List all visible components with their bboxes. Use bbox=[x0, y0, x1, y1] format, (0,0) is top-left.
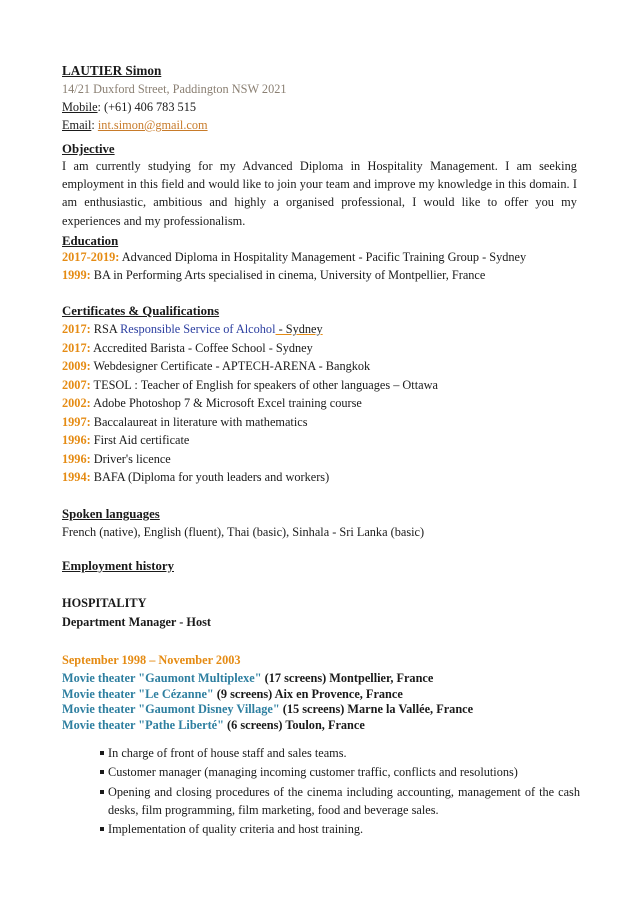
venue-details: (9 screens) Aix en Provence, France bbox=[213, 686, 403, 701]
certificate-text: Adobe Photoshop 7 & Microsoft Excel training course bbox=[90, 396, 362, 410]
venue-name: Movie theater "Gaumont Disney Village" bbox=[62, 702, 280, 716]
education-item bbox=[62, 266, 485, 284]
certificates-heading: Certificates & Qualifications bbox=[62, 304, 220, 318]
languages-heading: Spoken languages bbox=[62, 507, 160, 521]
responsibility-text: Implementation of quality criteria and host training. bbox=[108, 821, 364, 836]
responsibility-text: Opening and closing procedures of the cinema including accounting, management of the cash desks, film programming, film marketing, food and beverage sales. bbox=[108, 784, 580, 817]
certificate-rsa-link[interactable]: Responsible Service of Alcohol bbox=[120, 322, 276, 336]
certificate-item bbox=[62, 450, 171, 468]
certificate-prefix: RSA bbox=[90, 322, 121, 336]
education-text: Advanced Diploma in Hospitality Management - Pacific Training Group - Sydney bbox=[119, 250, 527, 264]
certificate-item bbox=[62, 394, 362, 412]
certificate-year: 1994: bbox=[62, 470, 91, 484]
certificate-year: 1997: bbox=[62, 414, 91, 429]
email-separator: : bbox=[91, 118, 98, 132]
job-period: September 1998 – November 2003 bbox=[62, 653, 241, 667]
venue-name: Movie theater "Gaumont Multiplexe" bbox=[62, 671, 262, 685]
mobile-line bbox=[62, 98, 196, 116]
venue-details: (15 screens) Marne la Vallée, France bbox=[279, 702, 474, 716]
certificate-year: 1996: bbox=[62, 433, 91, 447]
square-bullet-icon bbox=[100, 770, 104, 774]
certificate-text: Driver's licence bbox=[90, 451, 171, 466]
mobile-label: Mobile bbox=[62, 100, 98, 114]
certificate-item bbox=[62, 431, 189, 449]
certificate-year: 2007: bbox=[62, 377, 91, 392]
education-year: 2017-2019: bbox=[62, 250, 120, 264]
certificate-item bbox=[62, 320, 323, 338]
objective-text: I am currently studying for my Advanced Diploma in Hospitality Management. I am seeking employment in this field and would like to join your team and improve my knowledge in this domain. I am enthusiastic, ambitious and highly a organised professional, I would like to offer you my experiences and my professionalism. bbox=[62, 159, 577, 228]
venue-name: Movie theater "Pathe Liberté" bbox=[62, 717, 224, 732]
venue-details: (17 screens) Montpellier, France bbox=[261, 671, 434, 685]
venue-line bbox=[62, 716, 365, 734]
candidate-name: LAUTIER Simon bbox=[62, 63, 162, 78]
list-item bbox=[100, 745, 580, 763]
venue-details: (6 screens) Toulon, France bbox=[223, 717, 365, 732]
certificate-item bbox=[62, 376, 438, 394]
education-year: 1999: bbox=[62, 268, 91, 282]
certificate-text: Webdesigner Certificate - APTECH-ARENA - Bangkok bbox=[90, 359, 371, 373]
list-item bbox=[100, 764, 580, 782]
email-line bbox=[62, 116, 208, 134]
education-text: BA in Performing Arts specialised in cinema, University of Montpellier, France bbox=[90, 268, 486, 282]
education-item bbox=[62, 248, 526, 266]
certificate-text: First Aid certificate bbox=[90, 433, 190, 447]
square-bullet-icon bbox=[100, 790, 104, 794]
list-item bbox=[100, 821, 580, 839]
address: 14/21 Duxford Street, Paddington NSW 2021 bbox=[62, 82, 287, 96]
certificate-year: 2002: bbox=[62, 396, 91, 410]
certificate-item bbox=[62, 468, 329, 486]
certificate-item bbox=[62, 413, 308, 431]
responsibility-text: In charge of front of house staff and sales teams. bbox=[108, 746, 347, 760]
responsibility-text: Customer manager (managing incoming customer traffic, conflicts and resolutions) bbox=[108, 765, 518, 780]
email-link[interactable]: int.simon@gmail.com bbox=[97, 118, 208, 132]
venue-name: Movie theater "Le Cézanne" bbox=[62, 686, 214, 701]
certificate-item bbox=[62, 357, 370, 375]
certificate-text: Accredited Barista - Coffee School - Sydney bbox=[90, 340, 313, 355]
education-heading: Education bbox=[62, 234, 119, 248]
job-title: Department Manager - Host bbox=[62, 615, 212, 629]
mobile-value: : (+61) 406 783 515 bbox=[97, 100, 197, 114]
certificate-year: 1996: bbox=[62, 451, 91, 466]
certificate-item bbox=[62, 339, 313, 357]
certificate-year: 2009: bbox=[62, 359, 91, 373]
certificate-text: TESOL : Teacher of English for speakers of other languages – Ottawa bbox=[90, 377, 438, 392]
responsibilities-list bbox=[100, 745, 580, 840]
certificate-text: Baccalaureat in literature with mathematics bbox=[90, 414, 308, 429]
square-bullet-icon bbox=[100, 751, 104, 755]
employment-heading: Employment history bbox=[62, 559, 174, 573]
certificate-year: 2017: bbox=[62, 322, 91, 336]
objective-heading: Objective bbox=[62, 142, 115, 156]
employment-sector: HOSPITALITY bbox=[62, 596, 147, 610]
email-label: Email bbox=[62, 118, 92, 132]
certificate-year: 2017: bbox=[62, 340, 91, 355]
certificate-text: BAFA (Diploma for youth leaders and workers) bbox=[90, 470, 330, 484]
certificate-suffix: - Sydney bbox=[275, 322, 323, 336]
languages-text: French (native), English (fluent), Thai (basic), Sinhala - Sri Lanka (basic) bbox=[62, 525, 425, 539]
list-item bbox=[100, 784, 580, 820]
square-bullet-icon bbox=[100, 827, 104, 831]
